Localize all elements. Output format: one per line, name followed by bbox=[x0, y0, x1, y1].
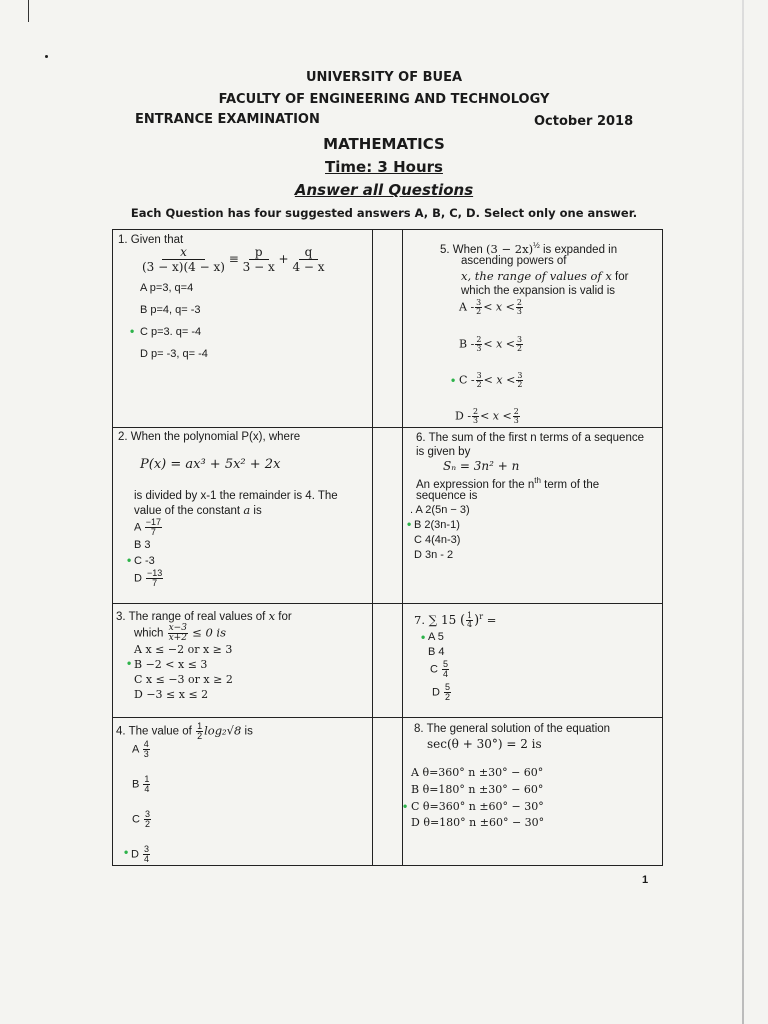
q7-option-c-den: 4 bbox=[443, 669, 449, 679]
q4-option-c-den: 2 bbox=[145, 819, 151, 829]
q1-answer-mark: • bbox=[130, 324, 135, 338]
q4-option-c[interactable] bbox=[132, 810, 152, 829]
q6-option-a[interactable]: . A 2(5n − 3) bbox=[410, 504, 470, 516]
subject-title: MATHEMATICS bbox=[323, 135, 445, 153]
q4-option-d-den: 4 bbox=[144, 854, 150, 864]
q3-stem-var: x bbox=[268, 609, 276, 623]
q5-option-a[interactable]: A - $\frac{3}{2}$ < x < $\frac{2}{3}$ bbox=[459, 298, 522, 316]
q1-option-d[interactable]: D p= -3, q= -4 bbox=[140, 348, 208, 360]
faculty-name: FACULTY OF ENGINEERING AND TECHNOLOGY bbox=[218, 92, 550, 107]
table-row-divider-3 bbox=[112, 717, 663, 718]
q4-option-a[interactable] bbox=[132, 740, 151, 759]
q7-stem-wrap: 7. ∑ 15 ( $\frac{1}{4}$ )$^r$ = bbox=[414, 611, 497, 630]
q7-option-d-den: 2 bbox=[445, 692, 451, 702]
q6-option-d[interactable]: D 3n - 2 bbox=[414, 549, 454, 561]
table-border-left bbox=[112, 229, 113, 865]
q8-answer-mark: • bbox=[403, 799, 408, 813]
q6-line4: sequence is bbox=[416, 490, 478, 502]
q6-answer-mark: • bbox=[407, 517, 412, 531]
q7-option-c[interactable] bbox=[430, 660, 450, 679]
q2-option-d[interactable] bbox=[134, 569, 164, 588]
q2-text2-wrap bbox=[134, 503, 262, 518]
instruction-title: Answer all Questions bbox=[294, 181, 474, 199]
q5-stem-end: is expanded in bbox=[542, 243, 618, 256]
q2-text2b: a bbox=[243, 503, 251, 517]
q1-option-b[interactable]: B p=4, q= -3 bbox=[140, 304, 201, 316]
table-divider-center-b bbox=[402, 229, 403, 865]
q5-expr: (3 − 2x) bbox=[486, 241, 534, 256]
q4-option-a-den: 3 bbox=[143, 749, 149, 759]
q3-stem-end: for bbox=[278, 611, 292, 623]
q2-answer-mark: • bbox=[127, 553, 132, 567]
scan-mark-top-left bbox=[28, 0, 29, 22]
q7-option-c-num: 5 bbox=[443, 659, 449, 669]
q6-stem: 6. The sum of the first n terms of a sequence bbox=[416, 432, 644, 444]
q7-option-a[interactable]: A 5 bbox=[428, 631, 444, 643]
q5-answer-mark: • bbox=[451, 373, 456, 387]
table-border-right bbox=[662, 229, 663, 865]
q7-option-c-label: C bbox=[430, 663, 438, 676]
q7-option-b[interactable]: B 4 bbox=[428, 646, 445, 658]
q4-option-b[interactable] bbox=[132, 775, 151, 794]
time-allowed: Time: 3 Hours bbox=[325, 158, 443, 176]
q3-which-wrap bbox=[134, 624, 226, 643]
q4-option-a-label: A bbox=[132, 743, 139, 756]
q8-option-d[interactable]: D θ=180° n ±60° − 30° bbox=[411, 816, 545, 829]
q1-option-c[interactable]: C p=3. q= -4 bbox=[140, 326, 202, 338]
q8-formula: sec(θ + 30°) = 2 is bbox=[427, 737, 542, 751]
q3-option-a[interactable]: A x ≤ −2 or x ≥ 3 bbox=[134, 643, 233, 656]
q5-option-d[interactable]: D - $\frac{2}{3}$ < x < $\frac{2}{3}$ bbox=[455, 407, 519, 425]
q6-line2: is given by bbox=[416, 446, 471, 458]
q8-option-a[interactable]: A θ=360° n ±30° − 60° bbox=[411, 766, 544, 779]
q3-stem-wrap bbox=[116, 609, 292, 624]
q4-option-d-num: 3 bbox=[144, 844, 150, 854]
q4-option-c-label: C bbox=[132, 813, 140, 826]
q7-option-d-label: D bbox=[432, 686, 440, 699]
q7-expr: ∑ 15 bbox=[428, 612, 457, 627]
q2-stem: 2. When the polynomial P(x), where bbox=[118, 431, 301, 443]
q4-option-c-num: 3 bbox=[145, 809, 151, 819]
q2-option-a[interactable] bbox=[134, 518, 163, 537]
q8-option-c[interactable]: C θ=360° n ±60° − 30° bbox=[411, 800, 544, 813]
q5-line3: x, the range of values of x bbox=[461, 269, 612, 283]
q2-option-a-num: −17 bbox=[145, 517, 162, 527]
q2-option-c[interactable]: C -3 bbox=[134, 555, 155, 567]
exam-title: ENTRANCE EXAMINATION bbox=[135, 112, 320, 127]
page-number: 1 bbox=[642, 874, 649, 886]
q3-cond: ≤ 0 is bbox=[192, 625, 226, 640]
q5-line3-wrap bbox=[461, 269, 628, 284]
q3-option-b[interactable]: B −2 < x ≤ 3 bbox=[134, 658, 208, 671]
q3-answer-mark: • bbox=[127, 656, 132, 670]
q2-option-a-den: 7 bbox=[150, 527, 156, 537]
q5-option-c-label: C bbox=[459, 373, 468, 387]
q3-which: which bbox=[134, 627, 164, 640]
q4-stem-end: is bbox=[244, 725, 253, 738]
scan-dot bbox=[45, 55, 48, 58]
q3-option-c[interactable]: C x ≤ −3 or x ≥ 2 bbox=[134, 673, 233, 686]
q7-option-d[interactable] bbox=[432, 683, 452, 702]
q7-option-d-num: 5 bbox=[445, 682, 451, 692]
q4-expr: log₂√8 bbox=[204, 723, 242, 738]
table-divider-center-a bbox=[372, 229, 373, 865]
table-row-divider-2 bbox=[112, 603, 663, 604]
q7-stem: 7. bbox=[414, 612, 425, 627]
q2-option-a-label: A bbox=[134, 521, 141, 534]
q5-option-b-label: B bbox=[459, 337, 468, 351]
q4-option-d-label: D bbox=[131, 848, 139, 861]
university-name: UNIVERSITY OF BUEA bbox=[305, 70, 463, 85]
q6-line3b: term of the bbox=[544, 478, 600, 491]
q4-stem-wrap: 4. The value of $\frac{1}{2}$ log₂√8 is bbox=[116, 721, 253, 741]
q5-stem-line: 5. When $(3 - 2x)^{\frac{1}{2}}$ is expanded in bbox=[440, 241, 618, 256]
q2-option-d-num: −13 bbox=[147, 568, 163, 578]
q5-stem: 5. When bbox=[440, 243, 483, 256]
q5-line3b: for bbox=[615, 271, 629, 283]
q1-equation: $\frac{x}{(3 - x)(4 - x)}$ ≡ $\frac{p}{3 - x}$ + $\frac{q}{4 - x}$ bbox=[142, 245, 325, 274]
q6-sup: th bbox=[534, 476, 541, 485]
q4-option-b-label: B bbox=[132, 778, 140, 791]
q5-line4: which the expansion is valid is bbox=[461, 285, 616, 297]
instruction-text: Each Question has four suggested answers A, B, C, D. Select only one answer. bbox=[130, 206, 638, 220]
q5-option-b[interactable]: B - $\frac{2}{3}$ < x < $\frac{3}{2}$ bbox=[459, 335, 523, 353]
q4-option-b-den: 4 bbox=[144, 784, 150, 794]
q5-option-a-label: A bbox=[459, 300, 467, 314]
q7-tail: = bbox=[486, 612, 497, 627]
q2-formula: P(x) = ax³ + 5x² + 2x bbox=[140, 457, 281, 472]
q2-text2: value of the constant bbox=[134, 505, 241, 517]
table-row-divider-1 bbox=[112, 427, 663, 428]
q2-text2c: is bbox=[253, 505, 262, 517]
q1-option-a[interactable]: A p=3, q=4 bbox=[140, 282, 194, 294]
q2-option-d-label: D bbox=[134, 572, 142, 585]
q6-formula: Sₙ = 3n² + n bbox=[443, 459, 520, 473]
q3-frac-den: x+2 bbox=[168, 633, 187, 643]
q4-option-b-num: 1 bbox=[144, 774, 150, 784]
q8-stem: 8. The general solution of the equation bbox=[414, 723, 611, 735]
q6-option-b[interactable]: B 2(3n-1) bbox=[414, 519, 460, 531]
q7-answer-mark: • bbox=[421, 630, 426, 644]
exam-date: October 2018 bbox=[534, 114, 634, 129]
q4-answer-mark: • bbox=[124, 845, 129, 859]
table-border-top bbox=[112, 229, 663, 230]
q5-line2: ascending powers of bbox=[461, 255, 567, 267]
q8-option-b[interactable]: B θ=180° n ±30° − 60° bbox=[411, 783, 544, 796]
q3-option-d[interactable]: D −3 ≤ x ≤ 2 bbox=[134, 688, 209, 701]
q5-option-d-label: D bbox=[455, 409, 464, 423]
q1-stem: 1. Given that bbox=[118, 234, 184, 246]
q3-frac-num: x−3 bbox=[168, 623, 187, 633]
q6-line3: An expression for the n bbox=[416, 478, 535, 491]
q3-stem: 3. The range of real values of bbox=[116, 611, 266, 623]
q4-option-a-num: 4 bbox=[143, 739, 149, 749]
q6-option-c[interactable]: C 4(4n-3) bbox=[414, 534, 461, 546]
q5-option-c[interactable]: C - $\frac{3}{2}$ < x < $\frac{3}{2}$ bbox=[459, 371, 523, 389]
q2-text1: is divided by x-1 the remainder is 4. The bbox=[134, 490, 338, 502]
q2-option-d-den: 7 bbox=[152, 578, 158, 588]
q4-option-d[interactable] bbox=[131, 845, 151, 864]
q2-option-b[interactable]: B 3 bbox=[134, 539, 151, 551]
scan-edge-right bbox=[742, 0, 744, 1024]
q4-stem: 4. The value of bbox=[116, 725, 192, 738]
table-border-bottom bbox=[112, 865, 663, 866]
